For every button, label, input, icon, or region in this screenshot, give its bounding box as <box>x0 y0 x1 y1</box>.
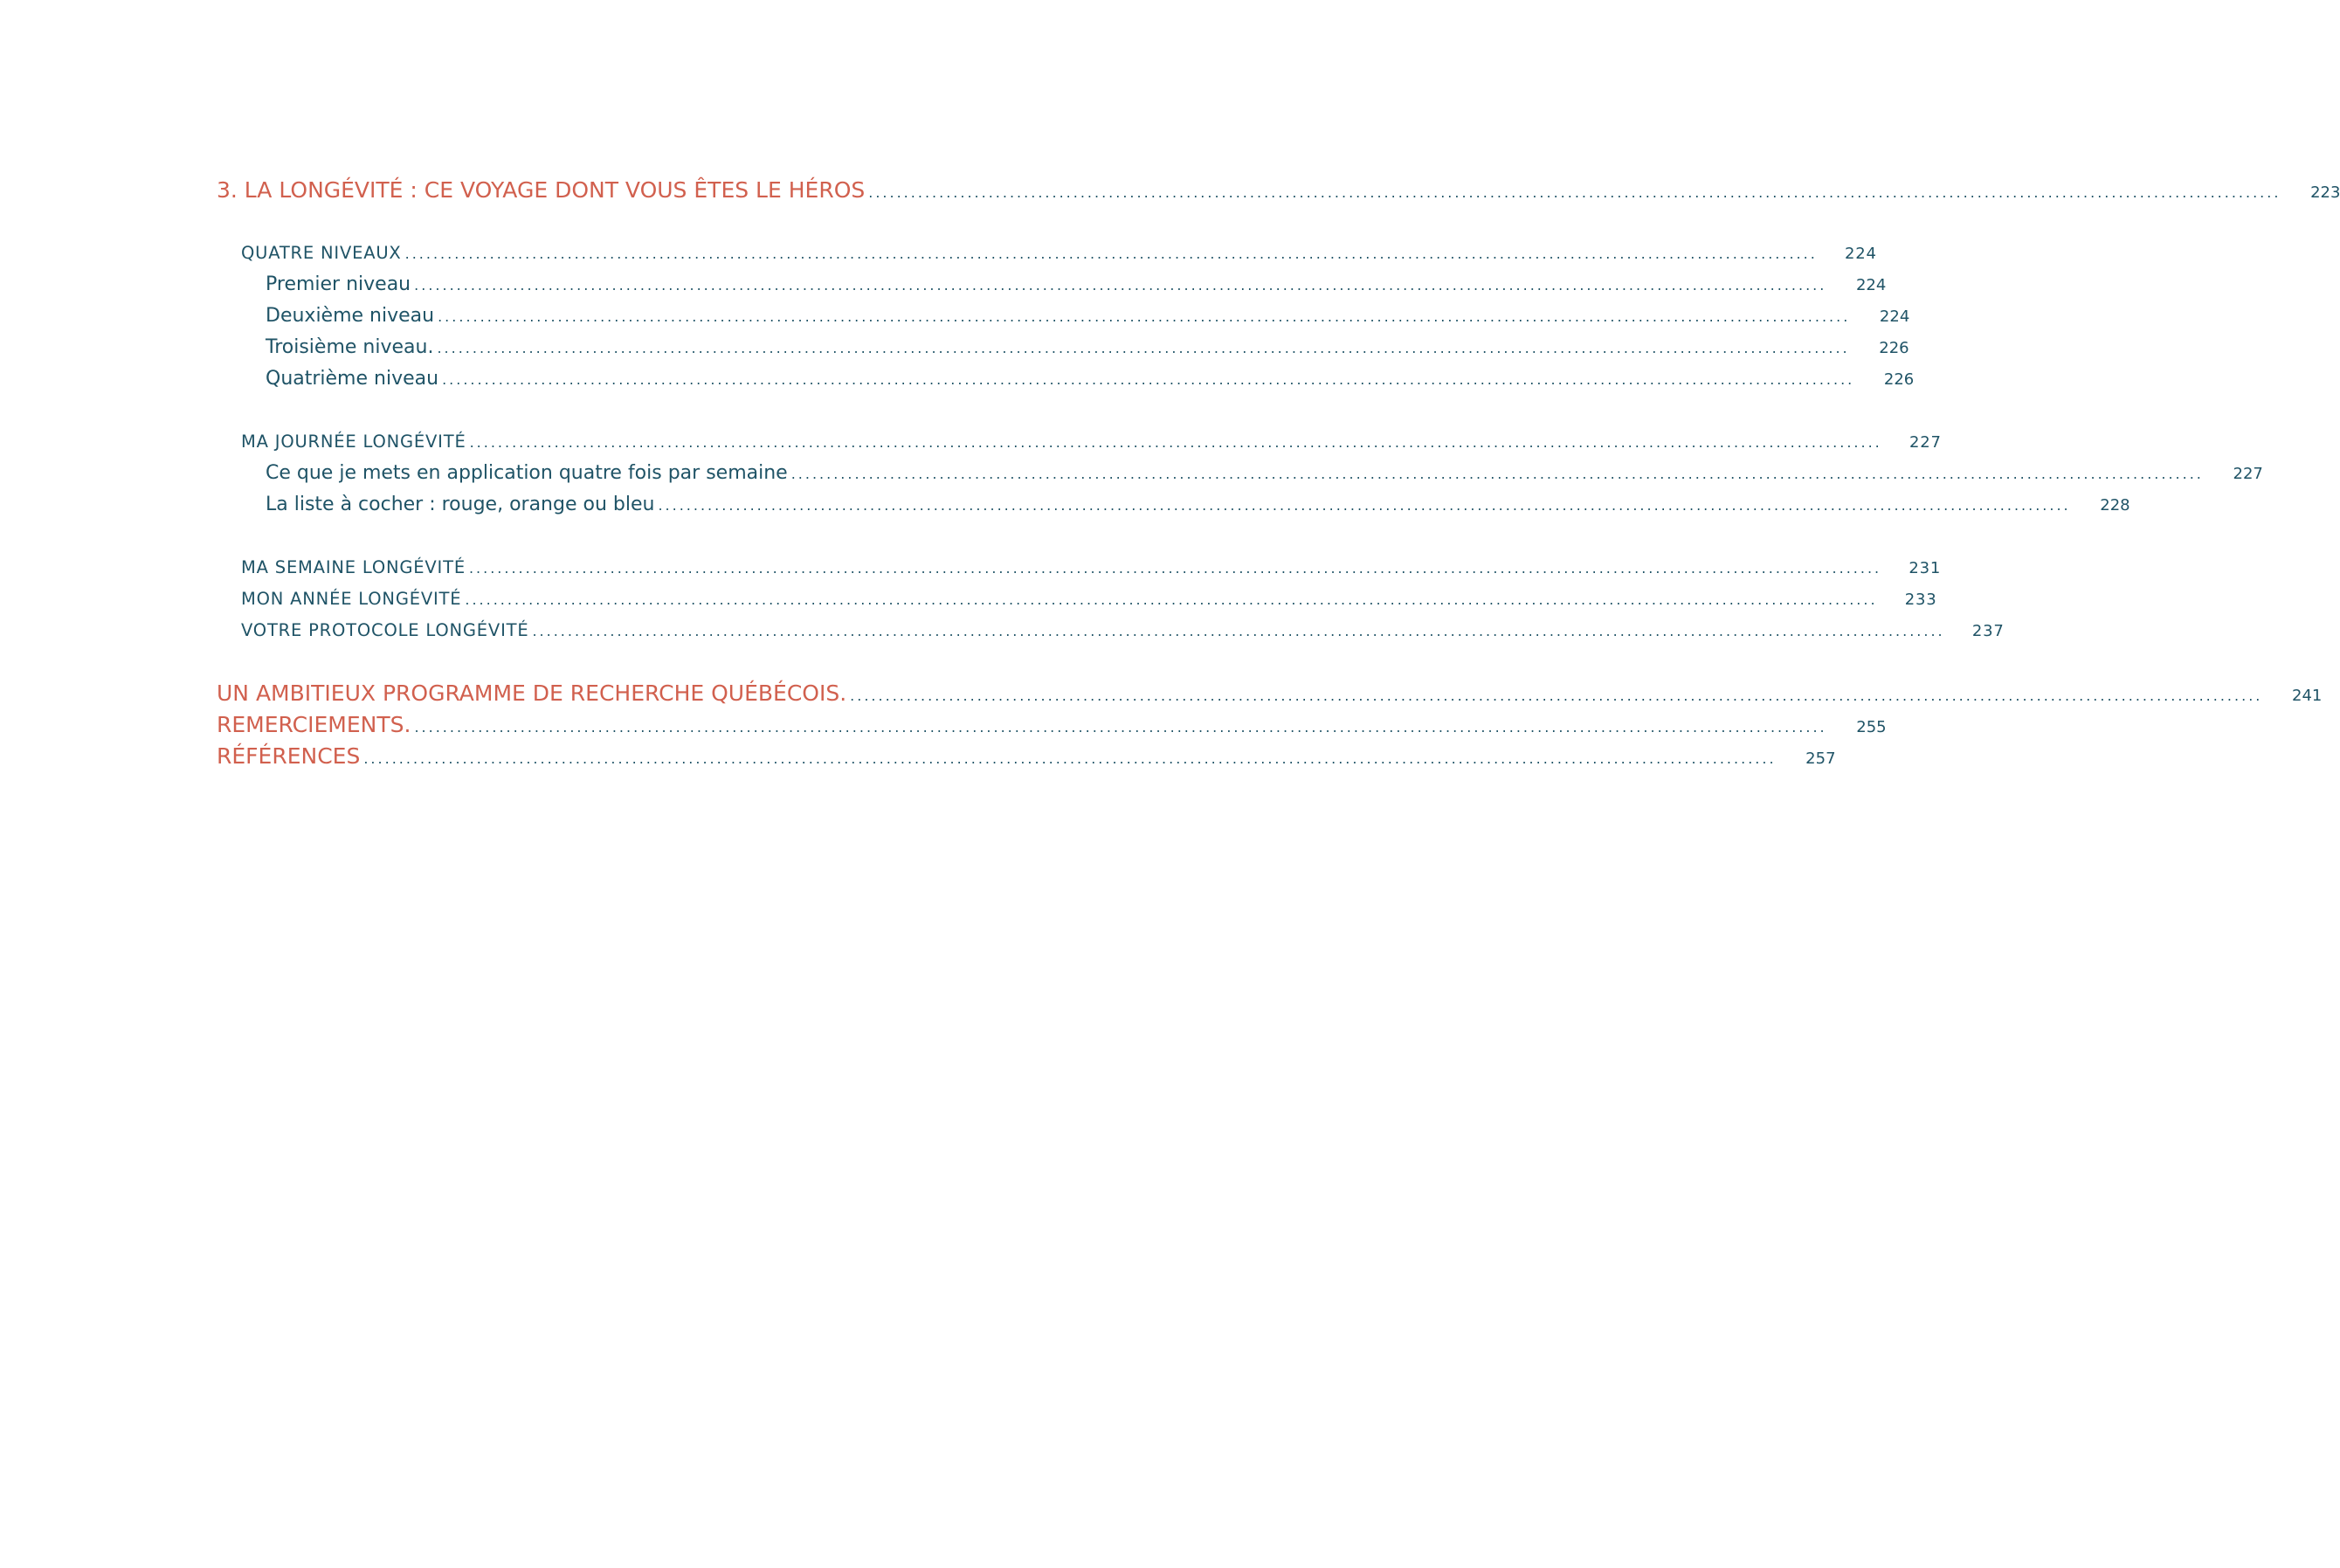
dot-leader: ........................................................................................................................................................................................................ <box>404 245 1818 262</box>
toc-page-number: 257 <box>1805 749 1836 768</box>
dot-leader: ........................................................................................................................................................................................................ <box>438 308 1851 325</box>
spacer <box>217 646 961 678</box>
table-of-contents <box>217 175 2340 772</box>
toc-subsection-entry[interactable] <box>217 300 1910 332</box>
spacer <box>217 521 961 552</box>
toc-page-number: 255 <box>1856 718 1887 736</box>
toc-section-entry[interactable] <box>217 426 1942 458</box>
toc-page-number: 231 <box>1909 559 1942 577</box>
toc-entry-label: MA SEMAINE LONGÉVITÉ <box>241 557 466 577</box>
dot-leader: ........................................................................................................................................................................................................ <box>532 623 1945 639</box>
toc-page-number: 223 <box>2310 183 2340 202</box>
toc-subsection-entry[interactable] <box>217 363 1915 395</box>
spacer <box>217 206 961 238</box>
toc-section-entry[interactable] <box>217 584 1937 615</box>
dot-leader: ........................................................................................................................................................................................................ <box>414 277 1827 294</box>
toc-entry-label: Premier niveau <box>266 273 411 295</box>
toc-entry-label: Quatrième niveau <box>266 368 439 390</box>
dot-leader: ........................................................................................................................................................................................................ <box>363 750 1777 767</box>
toc-section-entry[interactable] <box>217 552 1942 584</box>
toc-entry-label: UN AMBITIEUX PROGRAMME DE RECHERCHE QUÉBÉCOIS. <box>217 680 847 706</box>
toc-backmatter-entry[interactable] <box>217 709 1887 741</box>
dot-leader: ........................................................................................................................................................................................................ <box>850 687 2263 704</box>
toc-page-number: 241 <box>2292 687 2323 705</box>
toc-subsection-entry[interactable] <box>217 489 2130 521</box>
toc-backmatter-entry[interactable] <box>217 741 1836 772</box>
dot-leader: ........................................................................................................................................................................................................ <box>790 466 2204 482</box>
toc-entry-label: MA JOURNÉE LONGÉVITÉ <box>241 432 466 452</box>
toc-section-entry[interactable] <box>217 238 1877 269</box>
toc-entry-label: Ce que je mets en application quatre fois par semaine <box>266 462 788 484</box>
toc-chapter-entry[interactable] <box>217 175 2340 206</box>
toc-entry-label: VOTRE PROTOCOLE LONGÉVITÉ <box>241 620 529 640</box>
toc-entry-label: REMERCIEMENTS. <box>217 712 411 737</box>
toc-page-number: 227 <box>1909 433 1942 452</box>
dot-leader: ........................................................................................................................................................................................................ <box>465 591 1878 608</box>
toc-page-number: 228 <box>2100 496 2130 515</box>
toc-entry-label: Troisième niveau. <box>266 336 434 358</box>
dot-leader: ........................................................................................................................................................................................................ <box>437 340 1850 356</box>
dot-leader: ........................................................................................................................................................................................................ <box>414 719 1827 736</box>
toc-entry-label: MON ANNÉE LONGÉVITÉ <box>241 589 462 609</box>
toc-page-number: 226 <box>1883 370 1915 389</box>
toc-subsection-entry[interactable] <box>217 458 2263 489</box>
toc-page-number: 224 <box>1879 307 1910 326</box>
toc-entry-label: 3. LA LONGÉVITÉ : CE VOYAGE DONT VOUS ÊTES LE HÉROS <box>217 177 866 203</box>
dot-leader: ........................................................................................................................................................................................................ <box>868 184 2281 201</box>
toc-subsection-entry[interactable] <box>217 332 1909 363</box>
toc-section-entry[interactable] <box>217 615 2005 646</box>
toc-page-number: 226 <box>1879 339 1909 357</box>
toc-page-number: 224 <box>1855 276 1887 294</box>
toc-entry-label: QUATRE NIVEAUX <box>241 243 402 263</box>
toc-entry-label: La liste à cocher : rouge, orange ou bleu <box>266 494 655 515</box>
toc-page-number: 233 <box>1904 591 1937 609</box>
dot-leader: ........................................................................................................................................................................................................ <box>442 371 1855 388</box>
dot-leader: ........................................................................................................................................................................................................ <box>469 434 1882 451</box>
toc-page-number: 227 <box>2233 465 2263 483</box>
spacer <box>217 395 961 426</box>
toc-page-number: 224 <box>1845 245 1877 263</box>
toc-entry-label: RÉFÉRENCES <box>217 743 361 769</box>
toc-backmatter-entry[interactable] <box>217 678 2323 709</box>
toc-subsection-entry[interactable] <box>217 269 1887 300</box>
dot-leader: ........................................................................................................................................................................................................ <box>468 560 1882 577</box>
toc-entry-label: Deuxième niveau <box>266 305 435 327</box>
toc-page-number: 237 <box>1971 622 2005 640</box>
dot-leader: ........................................................................................................................................................................................................ <box>658 497 2071 514</box>
